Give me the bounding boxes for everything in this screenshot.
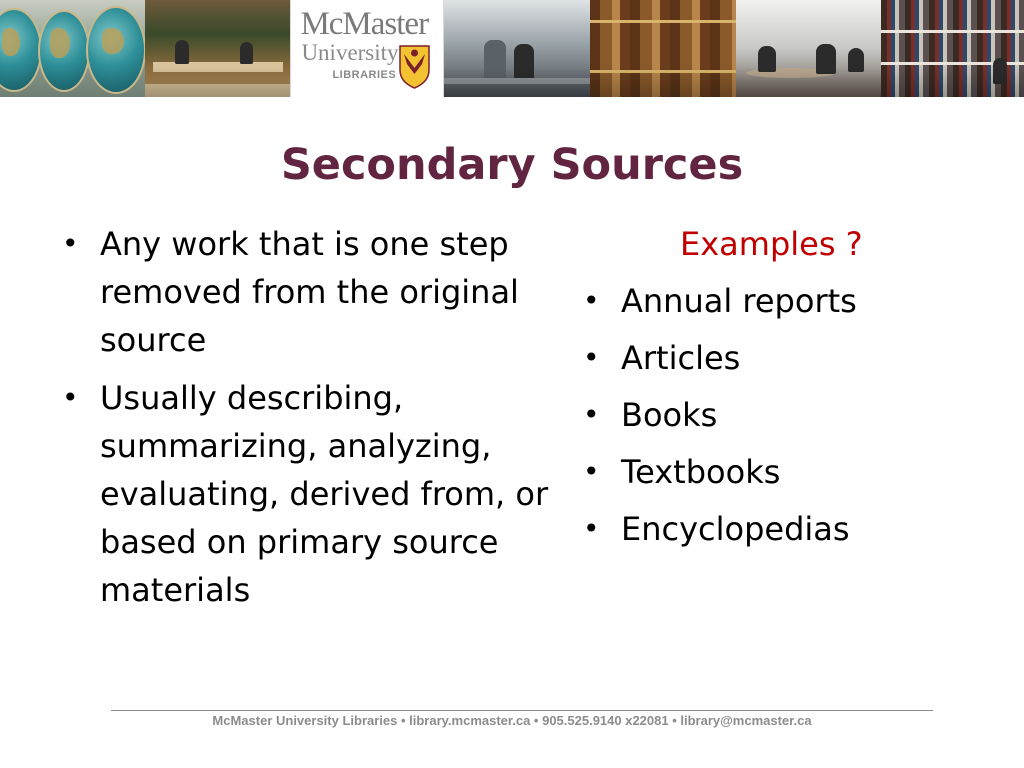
list-item	[62, 374, 562, 614]
bullet-icon: •	[583, 398, 600, 431]
list-item	[583, 448, 1003, 496]
reading-room-photo-icon	[145, 0, 291, 97]
globes-photo-icon	[0, 0, 145, 97]
examples-list	[583, 220, 1003, 562]
list-item	[62, 220, 562, 364]
mcmaster-libraries-logo	[290, 0, 444, 97]
list-item	[583, 391, 1003, 439]
examples-heading: Examples ?	[680, 225, 863, 263]
bullet-icon: •	[583, 512, 600, 545]
logo-mcmaster-text: McMaster	[300, 6, 429, 42]
crest-icon	[398, 44, 431, 89]
bullet-icon: •	[583, 284, 600, 317]
logo-university-text: University	[301, 40, 399, 65]
definition-text: Any work that is one step removed from the original source	[100, 225, 519, 359]
example-text: Annual reports	[621, 282, 857, 320]
footer-divider	[111, 710, 933, 711]
definition-text: Usually describing, summarizing, analyzing, evaluating, derived from, or based on primary source materials	[100, 379, 549, 609]
book-stacks-photo-icon	[881, 0, 1024, 97]
definition-list	[62, 220, 562, 624]
study-area-photo-icon	[736, 0, 882, 97]
list-item	[583, 277, 1003, 325]
example-text: Articles	[621, 339, 741, 377]
bullet-icon: •	[62, 227, 79, 260]
bullet-icon: •	[583, 455, 600, 488]
logo-libraries-text: LIBRARIES	[332, 69, 397, 81]
list-item	[583, 334, 1003, 382]
bullet-icon: •	[583, 341, 600, 374]
slide-title: Secondary Sources	[280, 140, 744, 190]
footer-contact: McMaster University Libraries • library.mcmaster.ca • 905.525.9140 x22081 • library@mcmaster.ca	[212, 713, 812, 728]
list-item	[583, 505, 1003, 553]
bullet-icon: •	[62, 381, 79, 414]
example-text: Books	[621, 396, 718, 434]
header-banner	[0, 0, 1024, 97]
example-text: Textbooks	[621, 453, 781, 491]
computer-lab-photo-icon	[444, 0, 590, 97]
example-text: Encyclopedias	[621, 510, 850, 548]
old-books-photo-icon	[590, 0, 736, 97]
